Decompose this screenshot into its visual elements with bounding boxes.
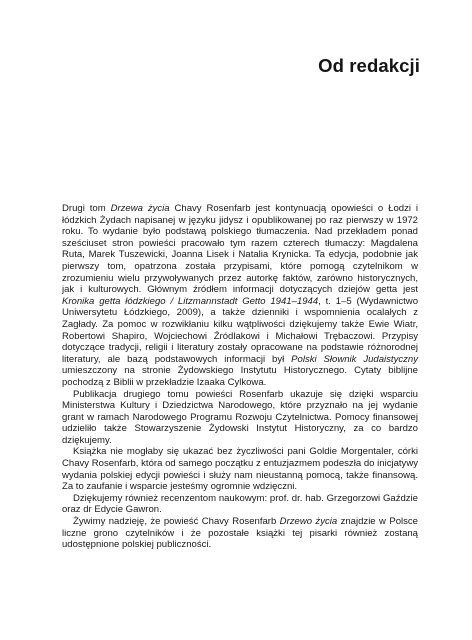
italic-title: Drzewo życia <box>279 516 338 528</box>
text-segment: znajdzie w Polsce liczne grono czytelników i że pozostałe książki tej pisarki również zostaną udostępnione polskiej publiczności. <box>62 516 418 551</box>
paragraph-1 <box>62 203 418 389</box>
paragraph-4 <box>62 493 418 516</box>
paragraph-3 <box>62 446 418 492</box>
italic-title: Kronika getta łódzkiego / Litzmannstadt Getto 1941–1944 <box>62 295 319 307</box>
paragraph-2 <box>62 389 418 447</box>
text-segment: Publikacja drugiego tomu powieści Rosenfarb ukazuje się dzięki wsparciu Ministerstwa Kultury i Dziedzictwa Narodowego, które przyznało na jej wydanie grant w ramach Narodowego Programu Rozwoju Czytelnictwa. Pomocy finansowej udzieliło także Stowarzyszenie Żydowski Instytut Historyczny, za co bardzo dziękujemy. <box>62 388 418 446</box>
text-segment: Drugi tom <box>62 203 111 214</box>
paragraph-5 <box>62 516 418 551</box>
body-text <box>62 203 418 551</box>
italic-title: Drzewa życia <box>110 203 170 214</box>
text-segment: Książka nie mogłaby się ukazać bez życzliwości pani Goldie Morgentaler, córki Chavy Rosenfarb, która od samego początku z entuzjazmem podeszła do inicjatywy wydania polskiej edycji powieści i służy nam nieustanną pomocą, także finansową. Za to zaufanie i wsparcie jesteśmy ogromnie wdzięczni. <box>62 446 418 493</box>
text-segment: , t. 1–5 (Wydawnictwo Uniwersytetu Łódzkiego, 2009), a także dzienniki i wspomnienia ocalałych z Zagłady. Za pomoc w rozwikłaniu kilku wątpliwości dziękujemy także Ewie Wiatr, Robertowi Shapiro, Wojciechowi Źródlakowi i Michałowi Trębaczowi. Przypisy dotyczące tradycji, religii i literatury zostały opracowane na podstawie różnorodnej literatury, ale bazą podstawowych informacji był <box>62 295 419 365</box>
text-segment: Żywimy nadzieję, że powieść Chavy Rosenfarb <box>73 516 280 528</box>
italic-title: Polski Słownik Judaistyczny <box>291 353 418 365</box>
text-segment: Dziękujemy również recenzentom naukowym: prof. dr. hab. Grzegorzowi Gaździe oraz dr Edycie Gawron. <box>62 492 418 516</box>
text-segment: Chavy Rosenfarb jest kontynuacją opowieści o Łodzi i łódzkich Żydach napisanej w języku jidysz i opublikowanej po raz pierwszy w 1972 roku. To wydanie było podstawą polskiego tłumaczenia. Nad przekładem ponad sześciuset stron powieści pracowało tym razem czterech tłumaczy: Magdalena Ruta, Marek Tuszewicki, Joanna Lisek i Natalia Krynicka. Ta edycja, podobnie jak pierwszy tom, opatrzona została przypisami, które pomogą czytelnikom w zrozumieniu wielu przywoływanych przez autorkę faktów, zarówno historycznych, jak i kulturowych. Głównym źródłem informacji dotyczących dziejów getta jest <box>62 203 418 296</box>
text-segment: umieszczony na stronie Żydowskiego Instytutu Historycznego. Cytaty biblijne pochodzą z Biblii w przekładzie Izaaka Cylkowa. <box>62 365 418 388</box>
page-title: Od redakcji <box>318 55 420 76</box>
